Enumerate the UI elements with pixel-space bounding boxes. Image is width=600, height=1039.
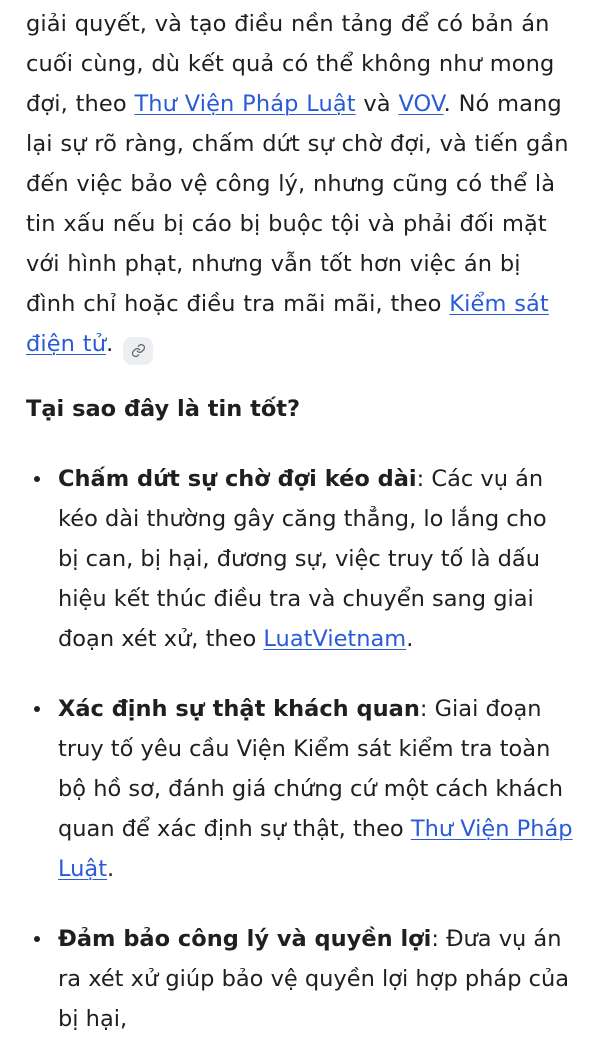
list-item-body: Các vụ án kéo dài thường gây căng thẳng, lo lắng cho bị can, bị hại, đương sự, việc truy tố là dấu hiệu kết thúc điều tra và chuyển sang giai đoạn xét xử, theo bbox=[58, 465, 547, 652]
list-item-body-end: . bbox=[107, 855, 115, 882]
list-item-separator: : bbox=[419, 695, 435, 722]
paragraph-text-3: . Nó mang lại sự rõ ràng, chấm dứt sự chờ đợi, và tiến gần đến việc bảo vệ công lý, nhưng cũng có thể là tin xấu nếu bị cáo bị buộc tội và phải đối mặt với hình phạt, nhưng vẫn tốt hơn việc án bị đình chỉ hoặc điều tra mãi mãi, theo bbox=[26, 91, 569, 317]
intro-paragraph bbox=[26, 0, 574, 365]
link-luatvietnam[interactable]: LuatVietnam bbox=[263, 625, 407, 652]
paragraph-text-4: . bbox=[106, 331, 114, 357]
list-item-title: Đảm bảo công lý và quyền lợi bbox=[58, 925, 432, 952]
paragraph-text-2: và bbox=[355, 91, 399, 117]
link-icon[interactable] bbox=[123, 337, 153, 365]
section-heading: Tại sao đây là tin tốt? bbox=[26, 395, 301, 422]
list-item-separator: : bbox=[431, 925, 447, 952]
link-vov[interactable]: VOV bbox=[398, 91, 444, 117]
list-item-body-end: . bbox=[406, 625, 414, 652]
list-item bbox=[26, 919, 574, 1039]
paragraph-text-1: giải quyết, và tạo điều nền tảng để có bản án cuối cùng, dù kết quả có thể không như mong đợi, theo bbox=[26, 11, 555, 117]
list-item bbox=[26, 459, 574, 659]
reasons-list bbox=[26, 459, 574, 1039]
link-thu-vien-phap-luat-2[interactable]: Thư Viện Pháp Luật bbox=[58, 815, 573, 882]
list-item bbox=[26, 689, 574, 889]
list-item-body: Đưa vụ án ra xét xử giúp bảo vệ quyền lợi hợp pháp của bị hại, bbox=[58, 925, 570, 1032]
list-item-title: Xác định sự thật khách quan bbox=[58, 695, 420, 722]
list-item-body: Giai đoạn truy tố yêu cầu Viện Kiểm sát kiểm tra toàn bộ hồ sơ, đánh giá chứng cứ một cách khách quan để xác định sự thật, theo bbox=[58, 695, 564, 842]
link-thu-vien-phap-luat[interactable]: Thư Viện Pháp Luật bbox=[134, 91, 356, 117]
list-item-separator: : bbox=[416, 465, 432, 492]
list-item-title: Chấm dứt sự chờ đợi kéo dài bbox=[58, 465, 417, 492]
link-kiem-sat-dien-tu[interactable]: Kiểm sát điện tử bbox=[26, 291, 549, 357]
